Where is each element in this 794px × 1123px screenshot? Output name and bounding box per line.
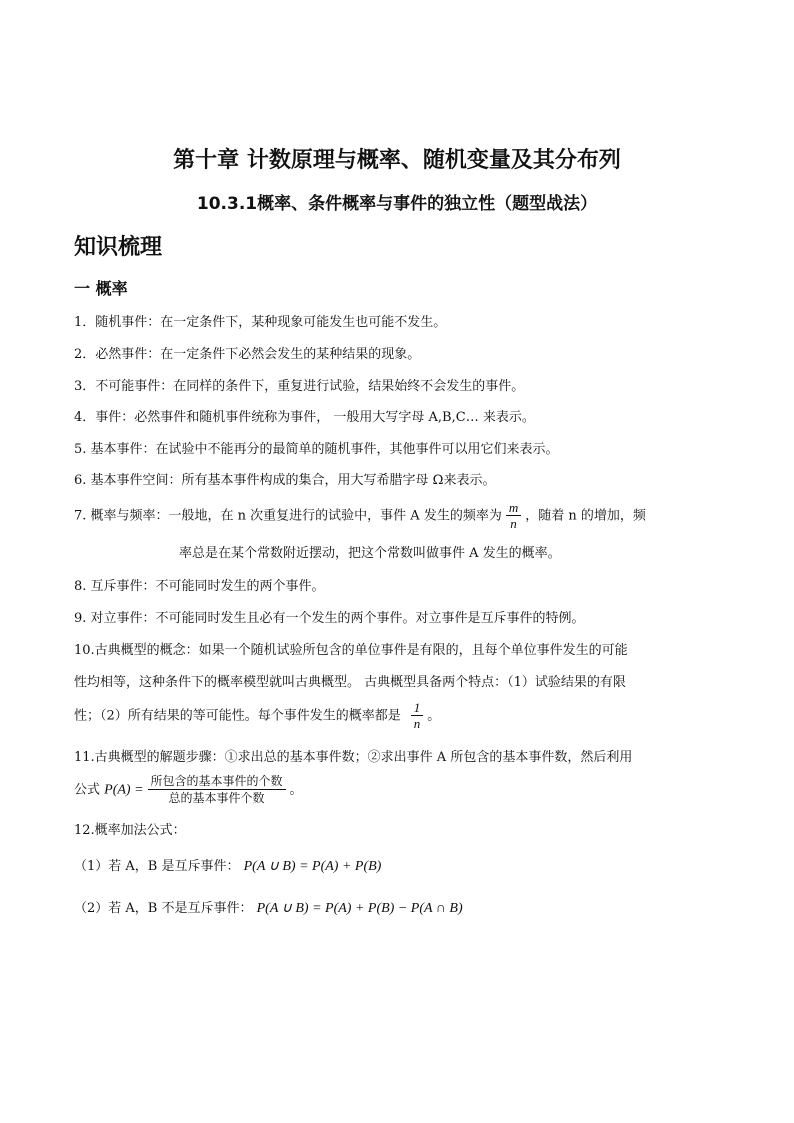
item-4: 4．事件：必然事件和随机事件统称为事件， 一般用大写字母 A,B,C… 来表示。: [74, 410, 535, 425]
item-7-text-a: 7. 概率与频率：一般地，在 n 次重复进行的试验中，事件 A 发生的频率为: [74, 508, 502, 524]
classical-numerator: 所包含的基本事件的个数: [148, 774, 286, 790]
item-12-1-label: （1）若 A，B 是互斥事件：: [74, 859, 240, 874]
item-7-line-1: [74, 500, 646, 532]
addition-formula-mutually-exclusive: P(A ∪ B) = P(A) + P(B): [243, 859, 382, 874]
item-7-line-2: 率总是在某个常数附近摆动，把这个常数叫做事件 A 发生的概率。: [179, 546, 561, 561]
frequency-denominator: n: [510, 516, 517, 531]
frequency-numerator: m: [506, 500, 521, 516]
item-12-2-label: （2）若 A，B 不是互斥事件：: [74, 901, 253, 916]
probability-denominator: n: [413, 716, 421, 731]
addition-formula-general: P(A ∪ B) = P(A) + P(B) − P(A ∩ B): [256, 901, 463, 916]
classical-probability-fraction: [148, 774, 286, 806]
item-3: 3．不可能事件：在同样的条件下，重复进行试验，结果始终不会发生的事件。: [74, 379, 525, 394]
item-12-1: [74, 858, 381, 876]
item-6: 6. 基本事件空间：所有基本事件构成的集合，用大写希腊字母 Ω来表示。: [74, 473, 496, 488]
item-11-line-1: 11.古典概型的解题步骤：①求出总的基本事件数；②求出事件 A 所包含的基本事件数，然后利用: [74, 750, 633, 765]
item-1: 1．随机事件：在一定条件下，某种现象可能发生也可能不发生。: [74, 315, 447, 330]
item-11-text-b: 公式: [74, 782, 101, 798]
probability-fraction: [411, 700, 424, 732]
item-10-line-2: 性均相等，这种条件下的概率模型就叫古典概型。 古典概型具备两个特点：（1）试验结果的有限: [74, 675, 626, 690]
item-10-line-3: [74, 700, 440, 732]
subsection-heading: 一 概率: [74, 279, 128, 298]
item-8: 8. 互斥事件：不可能同时发生的两个事件。: [74, 579, 325, 594]
frequency-fraction: [506, 500, 521, 532]
item-10-text-d: 。: [427, 708, 441, 724]
formula-lhs: P(A) =: [104, 782, 144, 798]
item-12: 12.概率加法公式：: [74, 823, 186, 838]
item-9: 9. 对立事件：不可能同时发生且必有一个发生的两个事件。对立事件是互斥事件的特例。: [74, 611, 585, 626]
item-11-text-c: 。: [289, 782, 303, 798]
classical-denominator: 总的基本事件个数: [168, 791, 265, 805]
section-heading: 知识梳理: [74, 235, 163, 260]
item-7-text-b: ，随着 n 的增加，频: [525, 508, 646, 524]
item-2: 2．必然事件：在一定条件下必然会发生的某种结果的现象。: [74, 347, 421, 362]
item-10-text-c: 性；（2）所有结果的等可能性。每个事件发生的概率都是: [74, 708, 401, 724]
page-subtitle: 10.3.1概率、条件概率与事件的独立性（题型战法）: [196, 194, 598, 214]
page-title: 第十章 计数原理与概率、随机变量及其分布列: [173, 148, 621, 173]
item-5: 5. 基本事件：在试验中不能再分的最简单的随机事件，其他事件可以用它们来表示。: [74, 442, 559, 457]
probability-numerator: 1: [411, 700, 424, 716]
item-10-line-1: 10.古典概型的概念：如果一个随机试验所包含的单位事件是有限的，且每个单位事件发生的可能: [74, 643, 628, 658]
item-12-2: [74, 900, 463, 918]
item-11-line-2: [74, 774, 303, 806]
